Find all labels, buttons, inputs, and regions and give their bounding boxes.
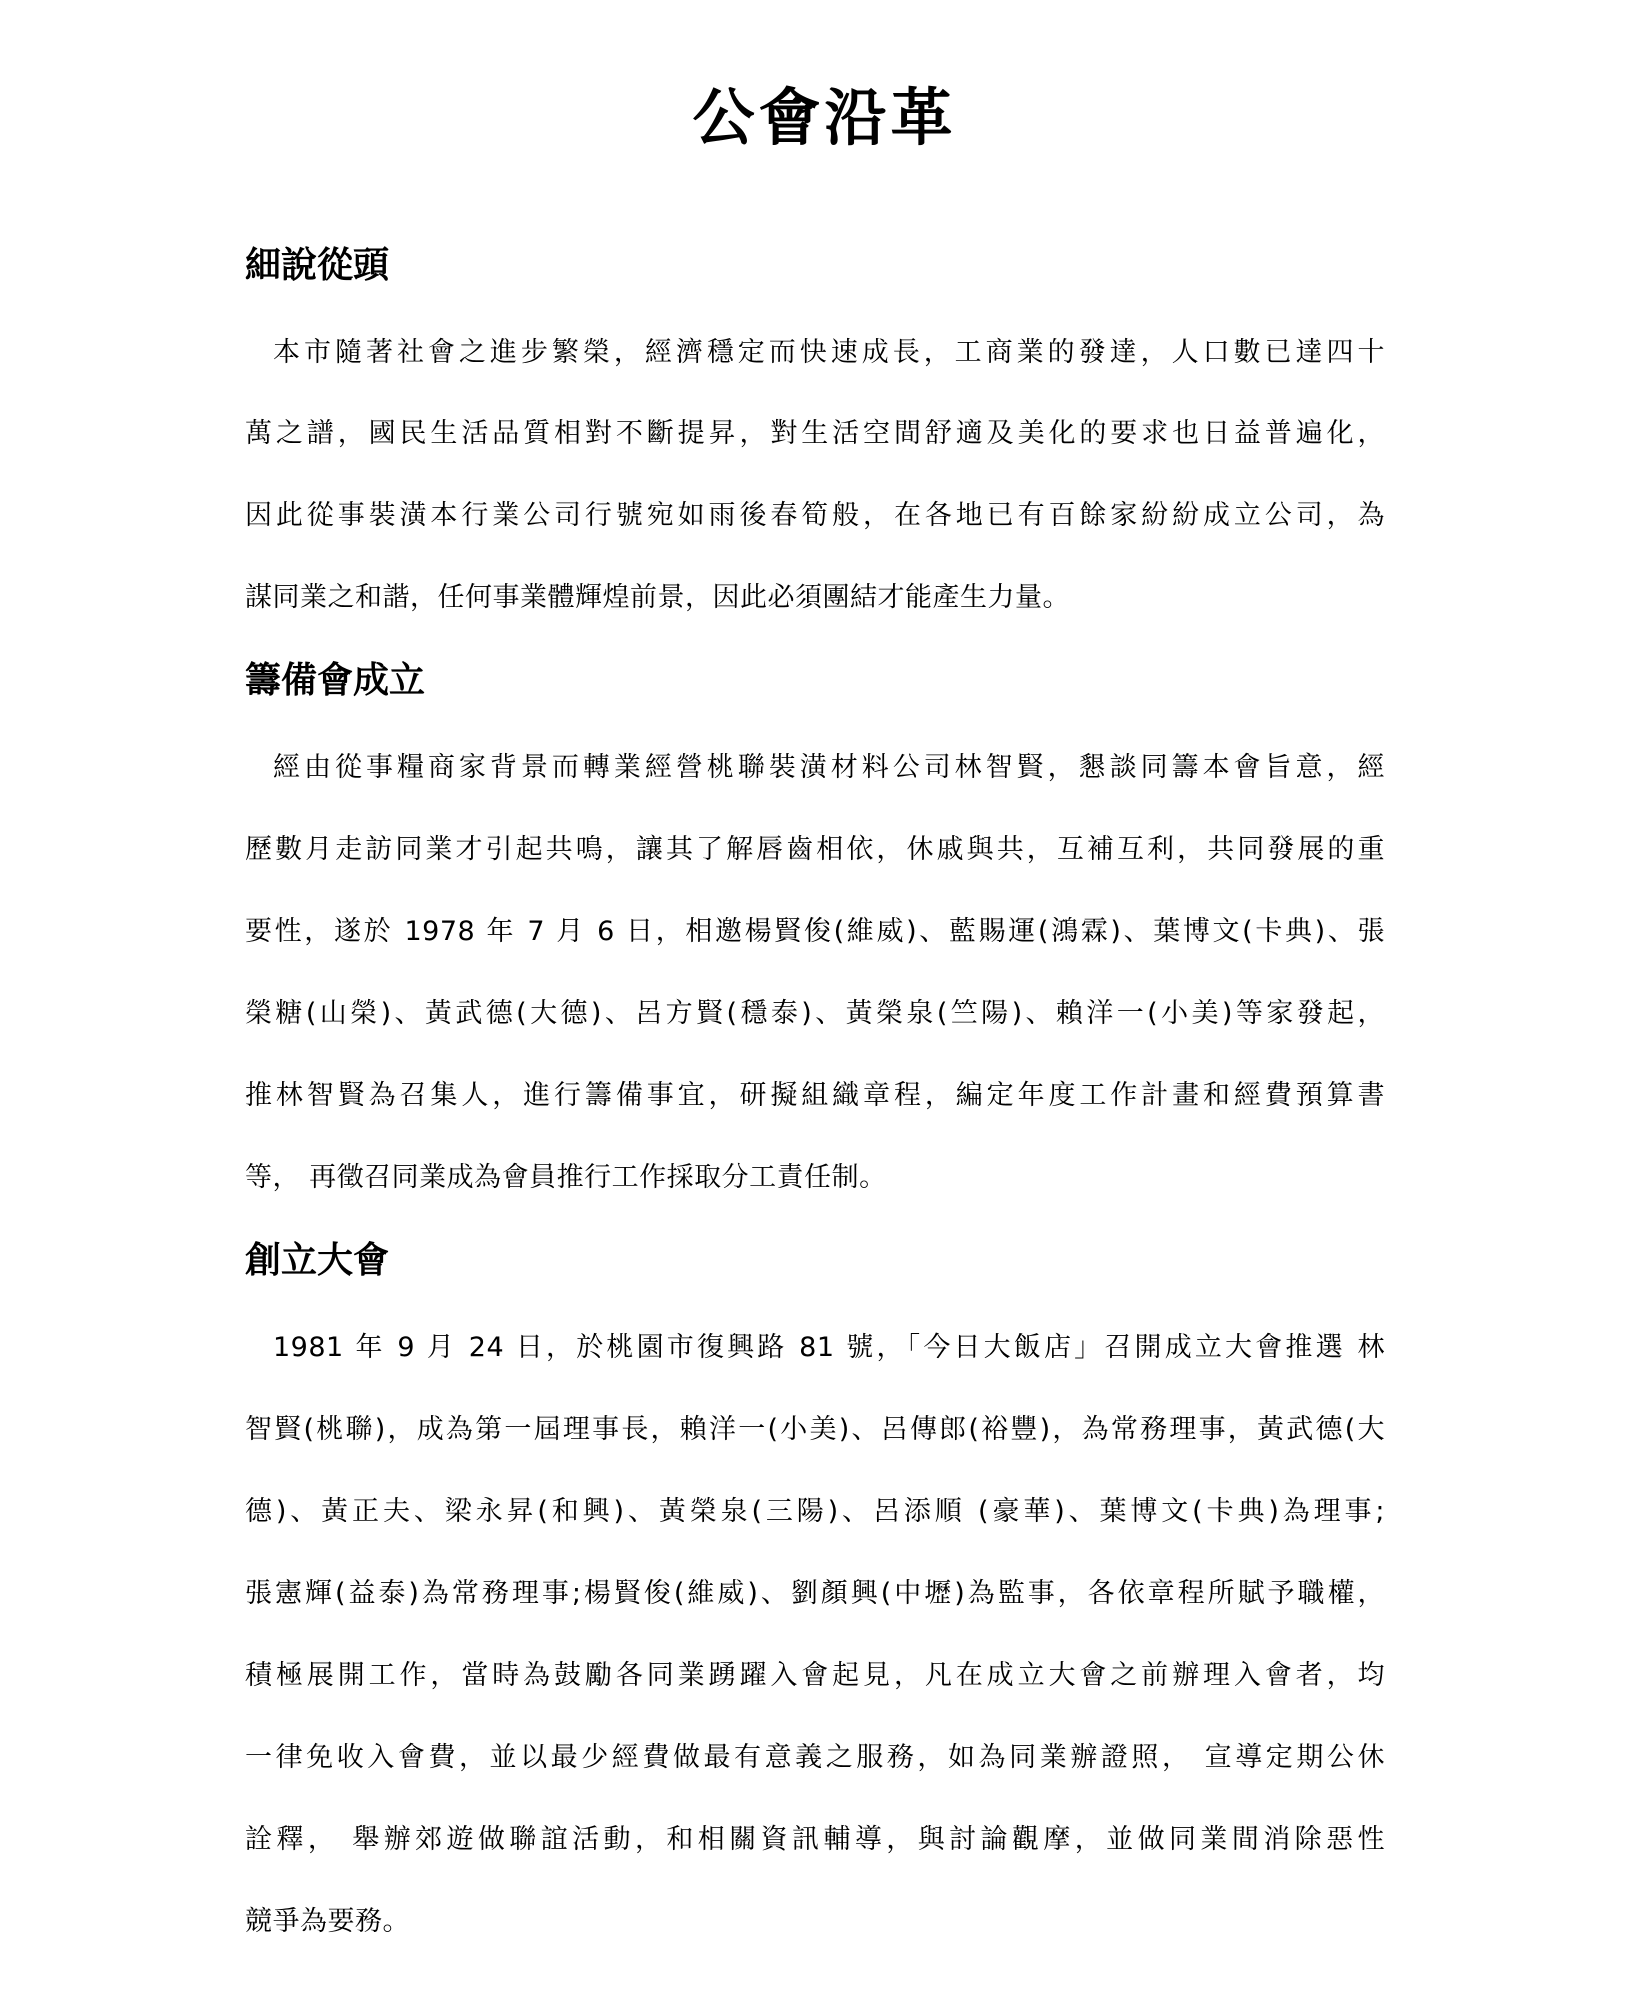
paragraph-line: 積極展開工作，當時為鼓勵各同業踴躍入會起見，凡在成立大會之前辦理入會者，均 bbox=[245, 1660, 1385, 1691]
paragraph-line: 1981 年 9 月 24 日，於桃園市復興路 81 號，「今日大飯店」召開成立大會推選 林 bbox=[273, 1332, 1385, 1363]
paragraph-line: 詮釋， 舉辦郊遊做聯誼活動，和相關資訊輔導，與討論觀摩，並做同業間消除惡性 bbox=[245, 1824, 1385, 1855]
paragraph-line: 一律免收入會費，並以最少經費做最有意義之服務，如為同業辦證照， 宣導定期公休 bbox=[245, 1742, 1385, 1773]
paragraph-line: 萬之譜，國民生活品質相對不斷提昇，對生活空間舒適及美化的要求也日益普遍化， bbox=[245, 418, 1385, 449]
paragraph-line: 推林智賢為召集人，進行籌備事宜，研擬組織章程，編定年度工作計畫和經費預算書 bbox=[245, 1080, 1385, 1111]
paragraph-line: 德)、黃正夫、梁永昇(和興)、黃榮泉(三陽)、呂添順 (豪華)、葉博文(卡典)為理事; bbox=[245, 1496, 1385, 1527]
paragraph-line: 等， 再徵召同業成為會員推行工作採取分工責任制。 bbox=[245, 1162, 887, 1193]
page-title: 公會沿革 bbox=[692, 81, 957, 154]
paragraph-line: 榮糖(山榮)、黃武德(大德)、呂方賢(穩泰)、黃榮泉(竺陽)、賴洋一(小美)等家發起， bbox=[245, 998, 1385, 1029]
paragraph-line: 因此從事裝潢本行業公司行號宛如雨後春筍般，在各地已有百餘家紛紛成立公司，為 bbox=[245, 500, 1385, 531]
section-heading-preparatory-committee: 籌備會成立 bbox=[245, 660, 426, 701]
section-heading-founding-assembly: 創立大會 bbox=[245, 1240, 390, 1281]
paragraph-line: 謀同業之和諧，任何事業體輝煌前景，因此必須團結才能產生力量。 bbox=[245, 582, 1070, 613]
paragraph-line: 智賢(桃聯)，成為第一屆理事長，賴洋一(小美)、呂傳郎(裕豐)，為常務理事，黃武德(大 bbox=[245, 1414, 1385, 1445]
paragraph-line: 本市隨著社會之進步繁榮，經濟穩定而快速成長，工商業的發達，人口數已達四十 bbox=[273, 337, 1385, 368]
paragraph-line: 歷數月走訪同業才引起共鳴，讓其了解唇齒相依，休戚與共，互補互利，共同發展的重 bbox=[245, 834, 1385, 865]
paragraph-line: 張憲輝(益泰)為常務理事;楊賢俊(維威)、劉顏興(中壢)為監事，各依章程所賦予職權， bbox=[245, 1578, 1385, 1609]
paragraph-line: 競爭為要務。 bbox=[245, 1906, 410, 1937]
paragraph-line: 要性，遂於 1978 年 7 月 6 日，相邀楊賢俊(維威)、藍賜運(鴻霖)、葉博文(卡典)、張 bbox=[245, 916, 1385, 947]
section-heading-origins: 細說從頭 bbox=[245, 245, 390, 286]
paragraph-line: 經由從事糧商家背景而轉業經營桃聯裝潢材料公司林智賢，懇談同籌本會旨意，經 bbox=[273, 752, 1385, 783]
